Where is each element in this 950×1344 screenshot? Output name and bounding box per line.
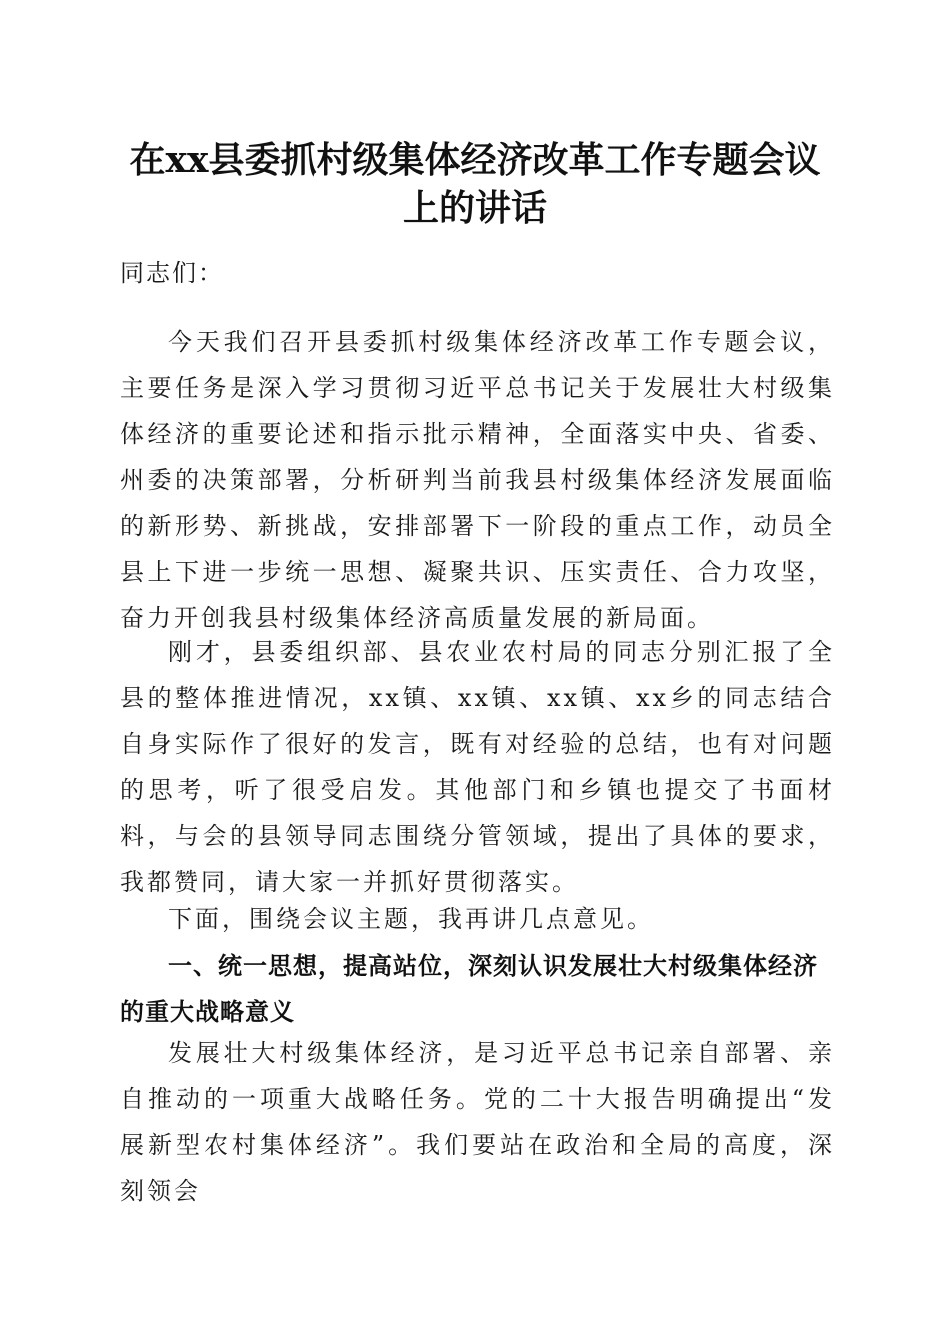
paragraph-3: 下面，围绕会议主题，我再讲几点意见。	[168, 905, 654, 933]
paragraph-1: 今天我们召开县委抓村级集体经济改革工作专题会议，主要任务是深入学习贯彻习近平总书记关于发展壮大村级集体经济的重要论述和指示批示精神，全面落实中央、省委、州委的决策部署，分析研判当前我县村级集体经济发展面临的新形势、新挑战，安排部署下一阶段的重点工作，动员全县上下进一步统一思想、凝聚共识、压实责任、合力攻坚，奋力开创我县村级集体经济高质量发展的新局面。	[120, 328, 835, 632]
paragraph-2: 刚才，县委组织部、县农业农村局的同志分别汇报了全县的整体推进情况，xx镇、xx镇、xx镇、xx乡的同志结合自身实际作了很好的发言，既有对经验的总结，也有对问题的思考，听了很受启发。其他部门和乡镇也提交了书面材料，与会的县领导同志围绕分管领域，提出了具体的要求，我都赞同，请大家一并抓好贯彻落实。	[120, 638, 835, 896]
document-title-line-2: 上的讲话	[402, 187, 547, 229]
section-heading: 一、统一思想，提高站位，深刻认识发展壮大村级集体经济的重大战略意义	[120, 952, 818, 1026]
section-paragraph: 发展壮大村级集体经济，是习近平总书记亲自部署、亲自推动的一项重大战略任务。党的二十大报告明确提出“发展新型农村集体经济”。我们要站在政治和全局的高度，深刻领会	[120, 1039, 835, 1205]
document-title-line-1: 在xx县委抓村级集体经济改革工作专题会议	[129, 139, 821, 181]
salutation: 同志们：	[120, 259, 224, 287]
